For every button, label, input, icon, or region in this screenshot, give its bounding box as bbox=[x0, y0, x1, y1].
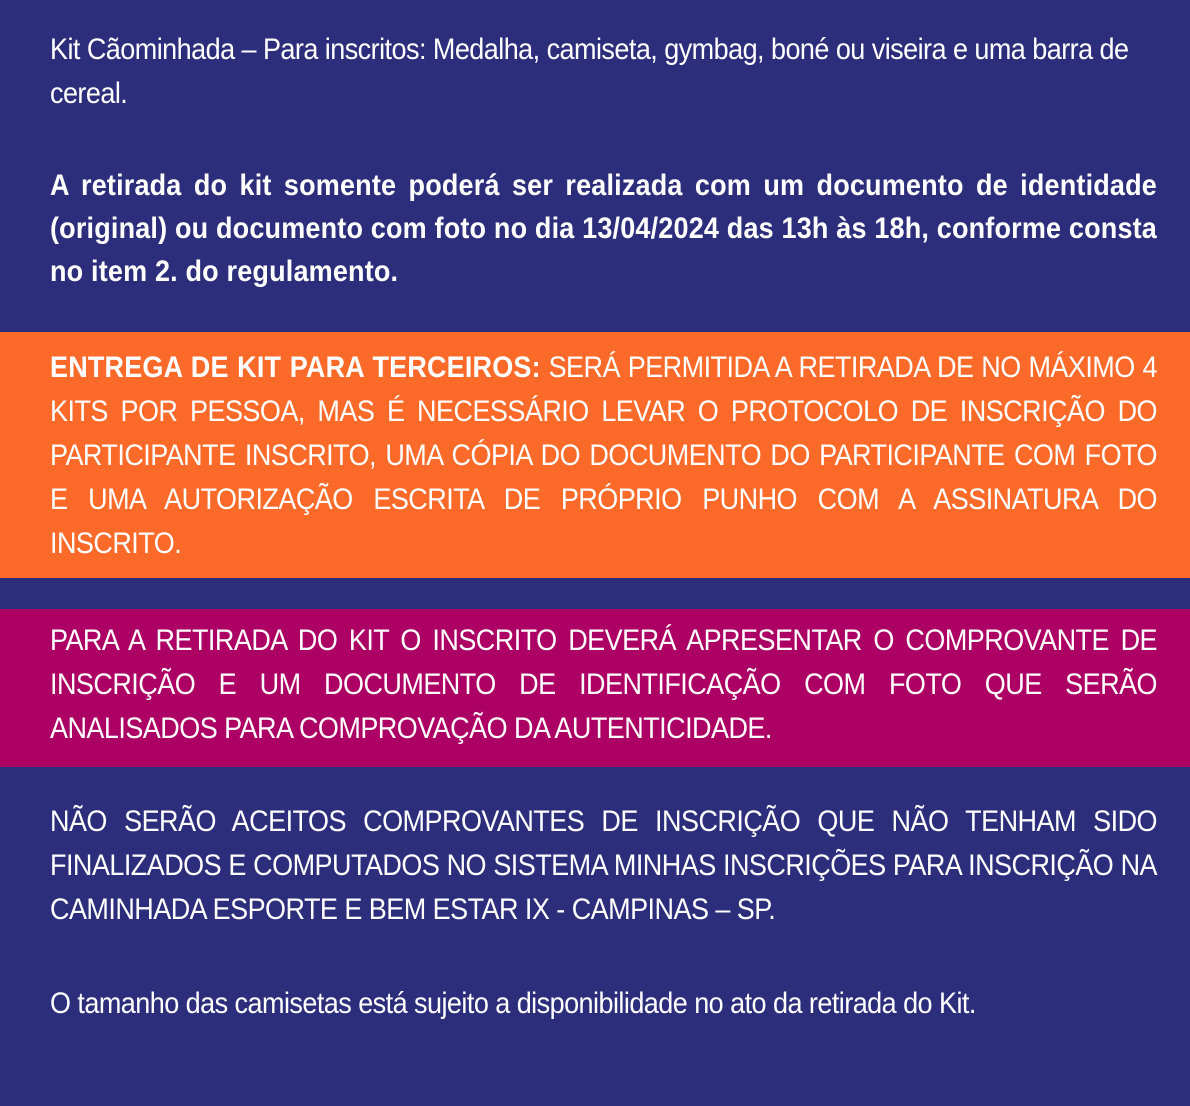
proof-requirement-band bbox=[0, 609, 1190, 767]
proof-requirement-text: PARA A RETIRADA DO KIT O INSCRITO DEVERÁ APRESENTAR O COMPROVANTE DE INSCRIÇÃO E UM DOCUMENTO DE IDENTIFICAÇÃO COM FOTO QUE SERÃO ANALISADOS PARA COMPROVAÇÃO DA AUTENTICIDADE. bbox=[50, 624, 1157, 745]
third-party-pickup-heading: ENTREGA DE KIT PARA TERCEIROS: bbox=[50, 351, 541, 384]
not-accepted-section bbox=[0, 800, 1190, 932]
shirt-size-text: O tamanho das camisetas está sujeito a disponibilidade no ato da retirada do Kit. bbox=[50, 987, 976, 1020]
kit-pickup-section bbox=[0, 164, 1190, 293]
kit-contents-section bbox=[0, 28, 1190, 116]
kit-contents-text: Kit Cãominhada – Para inscritos: Medalha, camiseta, gymbag, boné ou viseira e uma barra de cereal. bbox=[50, 33, 1129, 110]
third-party-pickup-paragraph bbox=[50, 346, 1157, 566]
kit-pickup-text: A retirada do kit somente poderá ser realizada com um documento de identidade (original) ou documento com foto no dia 13/04/2024 das 13h às 18h, conforme consta no item 2. do regulamento. bbox=[50, 169, 1158, 288]
third-party-pickup-band bbox=[0, 332, 1190, 578]
not-accepted-text: NÃO SERÃO ACEITOS COMPROVANTES DE INSCRIÇÃO QUE NÃO TENHAM SIDO FINALIZADOS E COMPUTADOS NO SISTEMA MINHAS INSCRIÇÕES PARA INSCRIÇÃO NA CAMINHADA ESPORTE E BEM ESTAR IX - CAMPINAS – SP. bbox=[50, 805, 1157, 926]
shirt-size-section bbox=[0, 982, 1190, 1026]
third-party-pickup-text: SERÁ PERMITIDA A RETIRADA DE NO MÁXIMO 4 KITS POR PESSOA, MAS É NECESSÁRIO LEVAR O PROTOCOLO DE INSCRIÇÃO DO PARTICIPANTE INSCRITO, UMA CÓPIA DO DOCUMENTO DO PARTICIPANTE COM FOTO E UMA AUTORIZAÇÃO ESCRITA DE PRÓPRIO PUNHO COM A ASSINATURA DO INSCRITO. bbox=[50, 351, 1157, 560]
